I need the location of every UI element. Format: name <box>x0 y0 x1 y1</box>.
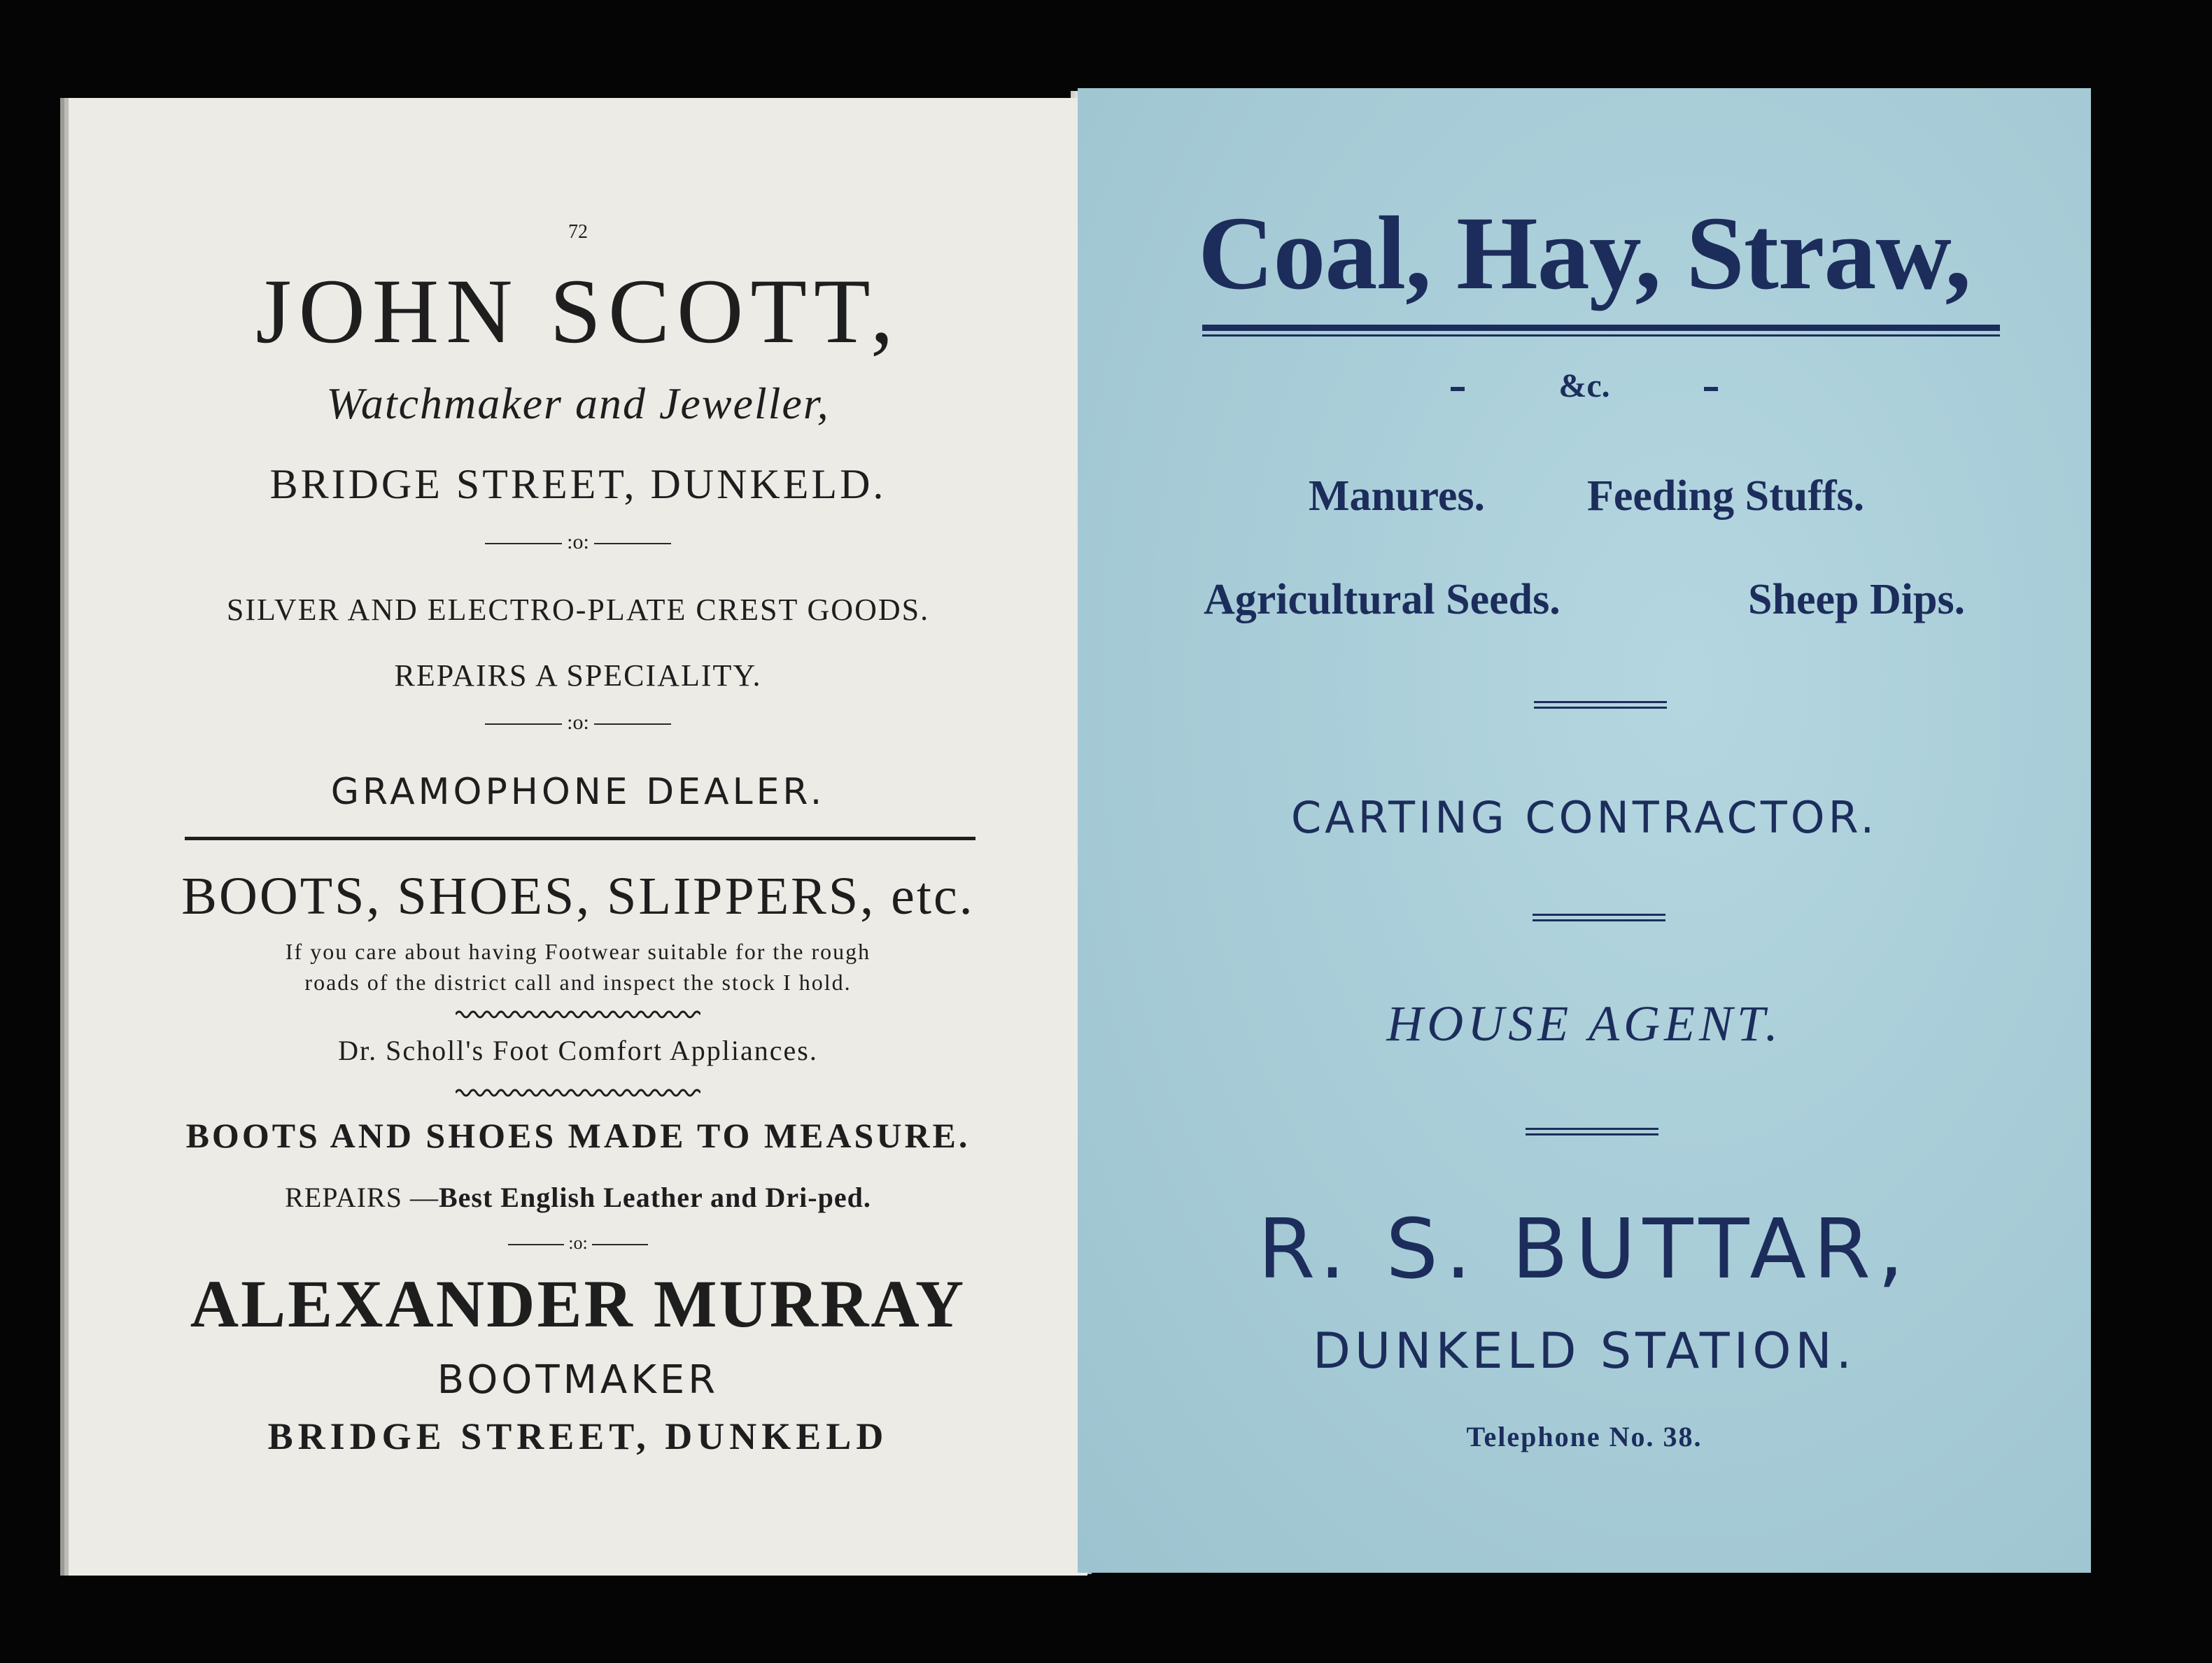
john-scott-name: JOHN SCOTT, <box>255 260 901 362</box>
footwear-text-line-2: roads of the district call and inspect the stock I hold. <box>304 970 852 995</box>
item-agricultural-seeds: Agricultural Seeds. <box>1204 576 1561 623</box>
house-agent: HOUSE AGENT. <box>1386 996 1782 1052</box>
gramophone-dealer-line: GRAMOPHONE DEALER. <box>330 771 826 813</box>
double-rule-3b <box>1526 1133 1658 1135</box>
murray-name: ALEXANDER MURRAY <box>190 1266 966 1341</box>
footwear-text-line-1: If you care about having Footwear suitable for the rough <box>285 939 871 964</box>
repairs-speciality-line: REPAIRS A SPECIALITY. <box>394 658 762 693</box>
wavy-divider-2 <box>456 1086 700 1100</box>
repairs-line: REPAIRS —Best English Leather and Dri-ped. <box>285 1182 871 1213</box>
double-rule-3a <box>1526 1128 1658 1130</box>
telephone-line: Telephone No. 38. <box>1466 1421 1703 1452</box>
dunkeld-station: DUNKELD STATION. <box>1312 1322 1857 1380</box>
john-scott-address: BRIDGE STREET, DUNKELD. <box>269 461 887 507</box>
divider-3: :o: <box>69 1233 1087 1254</box>
item-manures: Manures. <box>1309 472 1486 520</box>
double-rule-1b <box>1534 707 1667 709</box>
john-scott-trade: Watchmaker and Jeweller, <box>326 378 830 428</box>
boots-headline: BOOTS, SHOES, SLIPPERS, etc. <box>181 867 975 926</box>
item-feeding-stuffs: Feeding Stuffs. <box>1587 472 1865 520</box>
wavy-divider-1 <box>456 1007 700 1021</box>
section-rule <box>185 837 975 840</box>
double-rule-1a <box>1534 701 1667 703</box>
left-page <box>69 98 1087 1576</box>
foot-comfort-line: Dr. Scholl's Foot Comfort Appliances. <box>338 1035 818 1066</box>
divider-1: :o: <box>69 530 1087 554</box>
buttar-name: R. S. BUTTAR, <box>1258 1201 1911 1297</box>
murray-trade: BOOTMAKER <box>437 1357 719 1403</box>
headline-rule-thick <box>1202 325 2000 331</box>
item-sheep-dips: Sheep Dips. <box>1748 576 1966 623</box>
double-rule-2a <box>1533 914 1665 916</box>
made-to-measure-line: BOOTS AND SHOES MADE TO MEASURE. <box>185 1116 971 1155</box>
page-number: 72 <box>568 221 588 243</box>
headline-rule-thin <box>1202 334 2000 337</box>
coal-hay-straw-headline: Coal, Hay, Straw, <box>1198 195 1971 311</box>
carting-contractor: CARTING CONTRACTOR. <box>1290 792 1878 843</box>
murray-address: BRIDGE STREET, DUNKELD <box>267 1415 889 1457</box>
divider-2: :o: <box>69 711 1087 735</box>
right-page <box>1078 88 2091 1573</box>
crest-goods-line: SILVER AND ELECTRO-PLATE CREST GOODS. <box>226 593 930 627</box>
etc-line: &c. <box>1078 367 2091 405</box>
double-rule-2b <box>1533 919 1665 921</box>
